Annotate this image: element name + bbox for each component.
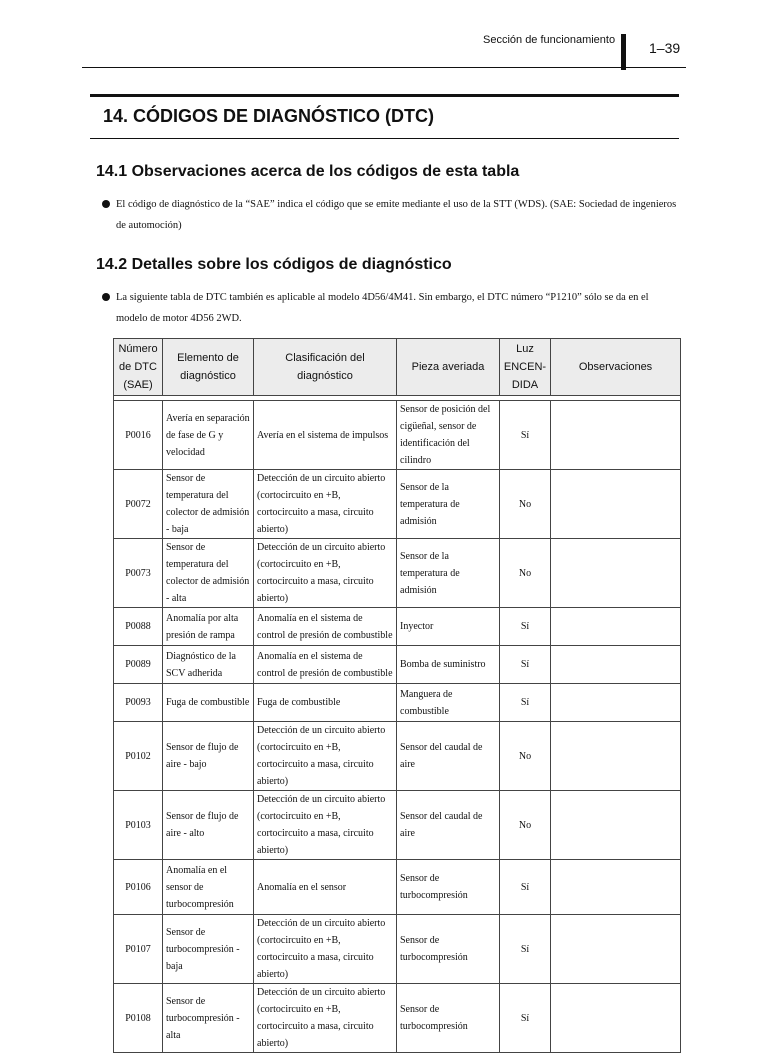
- table-row: [114, 684, 681, 722]
- cell-light-on: Sí: [500, 984, 551, 1053]
- cell-diagnostic-element: Sensor de temperatura del colector de admisión - baja: [163, 470, 254, 539]
- cell-remarks: [551, 791, 681, 860]
- table-row: [114, 646, 681, 684]
- cell-light-on: Sí: [500, 401, 551, 470]
- cell-dtc-code: P0107: [114, 915, 163, 984]
- cell-dtc-code: P0072: [114, 470, 163, 539]
- cell-diagnostic-classification: Detección de un circuito abierto (cortocircuito en +B, cortocircuito a masa, circuito abierto): [254, 539, 397, 608]
- chapter-bottom-rule: [90, 138, 679, 139]
- page-number: 1–39: [649, 40, 681, 56]
- bullet-icon: [102, 293, 110, 301]
- cell-remarks: [551, 646, 681, 684]
- cell-diagnostic-element: Fuga de combustible: [163, 684, 254, 722]
- cell-light-on: Sí: [500, 684, 551, 722]
- cell-remarks: [551, 722, 681, 791]
- cell-faulty-part: Bomba de suministro: [397, 646, 500, 684]
- table-row: [114, 608, 681, 646]
- cell-light-on: No: [500, 791, 551, 860]
- cell-diagnostic-classification: Anomalía en el sistema de control de presión de combustible: [254, 608, 397, 646]
- table-row: [114, 791, 681, 860]
- cell-faulty-part: Sensor de turbocompresión: [397, 860, 500, 915]
- table-body: [114, 401, 681, 1053]
- table-row: [114, 860, 681, 915]
- cell-remarks: [551, 984, 681, 1053]
- cell-dtc-code: P0102: [114, 722, 163, 791]
- cell-diagnostic-classification: Detección de un circuito abierto (cortocircuito en +B, cortocircuito a masa, circuito abierto): [254, 470, 397, 539]
- cell-dtc-code: P0106: [114, 860, 163, 915]
- cell-diagnostic-element: Anomalía en el sensor de turbocompresión: [163, 860, 254, 915]
- cell-light-on: No: [500, 722, 551, 791]
- column-header-element: Elemento de diagnóstico: [163, 339, 254, 396]
- cell-faulty-part: Sensor del caudal de aire: [397, 722, 500, 791]
- cell-faulty-part: Sensor de turbocompresión: [397, 984, 500, 1053]
- cell-remarks: [551, 608, 681, 646]
- cell-remarks: [551, 860, 681, 915]
- cell-diagnostic-element: Diagnóstico de la SCV adherida: [163, 646, 254, 684]
- cell-diagnostic-element: Sensor de temperatura del colector de admisión - alta: [163, 539, 254, 608]
- cell-dtc-code: P0089: [114, 646, 163, 684]
- cell-diagnostic-classification: Anomalía en el sistema de control de presión de combustible: [254, 646, 397, 684]
- table-row: [114, 470, 681, 539]
- cell-diagnostic-element: Sensor de flujo de aire - bajo: [163, 722, 254, 791]
- cell-diagnostic-classification: Detección de un circuito abierto (cortocircuito en +B, cortocircuito a masa, circuito abierto): [254, 791, 397, 860]
- section-1-bullet-text: El código de diagnóstico de la “SAE” indica el código que se emite mediante el uso de la STT (WDS). (SAE: Sociedad de ingenieros de automoción): [116, 199, 677, 231]
- cell-light-on: Sí: [500, 608, 551, 646]
- header-section-name: Sección de funcionamiento: [483, 34, 616, 46]
- column-header-part: Pieza averiada: [397, 339, 500, 396]
- cell-remarks: [551, 539, 681, 608]
- cell-diagnostic-classification: Avería en el sistema de impulsos: [254, 401, 397, 470]
- header-divider-bar: [621, 34, 626, 70]
- cell-light-on: Sí: [500, 915, 551, 984]
- cell-remarks: [551, 401, 681, 470]
- column-header-light: Luz ENCEN-DIDA: [500, 339, 551, 396]
- cell-remarks: [551, 915, 681, 984]
- cell-dtc-code: P0108: [114, 984, 163, 1053]
- chapter-title: 14. CÓDIGOS DE DIAGNÓSTICO (DTC): [103, 106, 435, 126]
- dtc-table: [113, 338, 681, 1053]
- cell-light-on: No: [500, 470, 551, 539]
- cell-dtc-code: P0073: [114, 539, 163, 608]
- cell-diagnostic-classification: Fuga de combustible: [254, 684, 397, 722]
- cell-light-on: Sí: [500, 646, 551, 684]
- cell-diagnostic-element: Anomalía por alta presión de rampa: [163, 608, 254, 646]
- cell-light-on: No: [500, 539, 551, 608]
- cell-faulty-part: Sensor de la temperatura de admisión: [397, 539, 500, 608]
- cell-diagnostic-element: Avería en separación de fase de G y velocidad: [163, 401, 254, 470]
- cell-dtc-code: P0093: [114, 684, 163, 722]
- header-rule: [82, 67, 686, 68]
- section-2-bullet-text: La siguiente tabla de DTC también es aplicable al modelo 4D56/4M41. Sin embargo, el DTC número “P1210” sólo se da en el modelo de motor 4D56 2WD.: [116, 292, 649, 324]
- cell-dtc-code: P0016: [114, 401, 163, 470]
- cell-diagnostic-classification: Detección de un circuito abierto (cortocircuito en +B, cortocircuito a masa, circuito abierto): [254, 984, 397, 1053]
- table-row: [114, 539, 681, 608]
- cell-diagnostic-element: Sensor de turbocompresión - baja: [163, 915, 254, 984]
- cell-diagnostic-element: Sensor de flujo de aire - alto: [163, 791, 254, 860]
- cell-diagnostic-classification: Detección de un circuito abierto (cortocircuito en +B, cortocircuito a masa, circuito abierto): [254, 722, 397, 791]
- cell-faulty-part: Inyector: [397, 608, 500, 646]
- section-2-bullet: [102, 287, 682, 329]
- section-1-bullet: [102, 194, 682, 236]
- column-header-dtc: Número de DTC (SAE): [114, 339, 163, 396]
- cell-faulty-part: Sensor del caudal de aire: [397, 791, 500, 860]
- cell-remarks: [551, 470, 681, 539]
- cell-dtc-code: P0103: [114, 791, 163, 860]
- cell-diagnostic-classification: Detección de un circuito abierto (cortocircuito en +B, cortocircuito a masa, circuito abierto): [254, 915, 397, 984]
- cell-remarks: [551, 684, 681, 722]
- table-row: [114, 722, 681, 791]
- table-row: [114, 915, 681, 984]
- cell-faulty-part: Manguera de combustible: [397, 684, 500, 722]
- bullet-icon: [102, 200, 110, 208]
- column-header-remarks: Observaciones: [551, 339, 681, 396]
- cell-diagnostic-classification: Anomalía en el sensor: [254, 860, 397, 915]
- cell-dtc-code: P0088: [114, 608, 163, 646]
- cell-faulty-part: Sensor de la temperatura de admisión: [397, 470, 500, 539]
- column-header-classification: Clasificación del diagnóstico: [254, 339, 397, 396]
- table-row: [114, 984, 681, 1053]
- section-2-title: 14.2 Detalles sobre los códigos de diagnóstico: [96, 256, 452, 273]
- cell-diagnostic-element: Sensor de turbocompresión - alta: [163, 984, 254, 1053]
- chapter-top-rule: [90, 94, 679, 97]
- cell-faulty-part: Sensor de turbocompresión: [397, 915, 500, 984]
- cell-faulty-part: Sensor de posición del cigüeñal, sensor de identificación del cilindro: [397, 401, 500, 470]
- cell-light-on: Sí: [500, 860, 551, 915]
- table-header-row: [114, 339, 681, 396]
- section-1-title: 14.1 Observaciones acerca de los códigos de esta tabla: [96, 163, 520, 180]
- table-row: [114, 401, 681, 470]
